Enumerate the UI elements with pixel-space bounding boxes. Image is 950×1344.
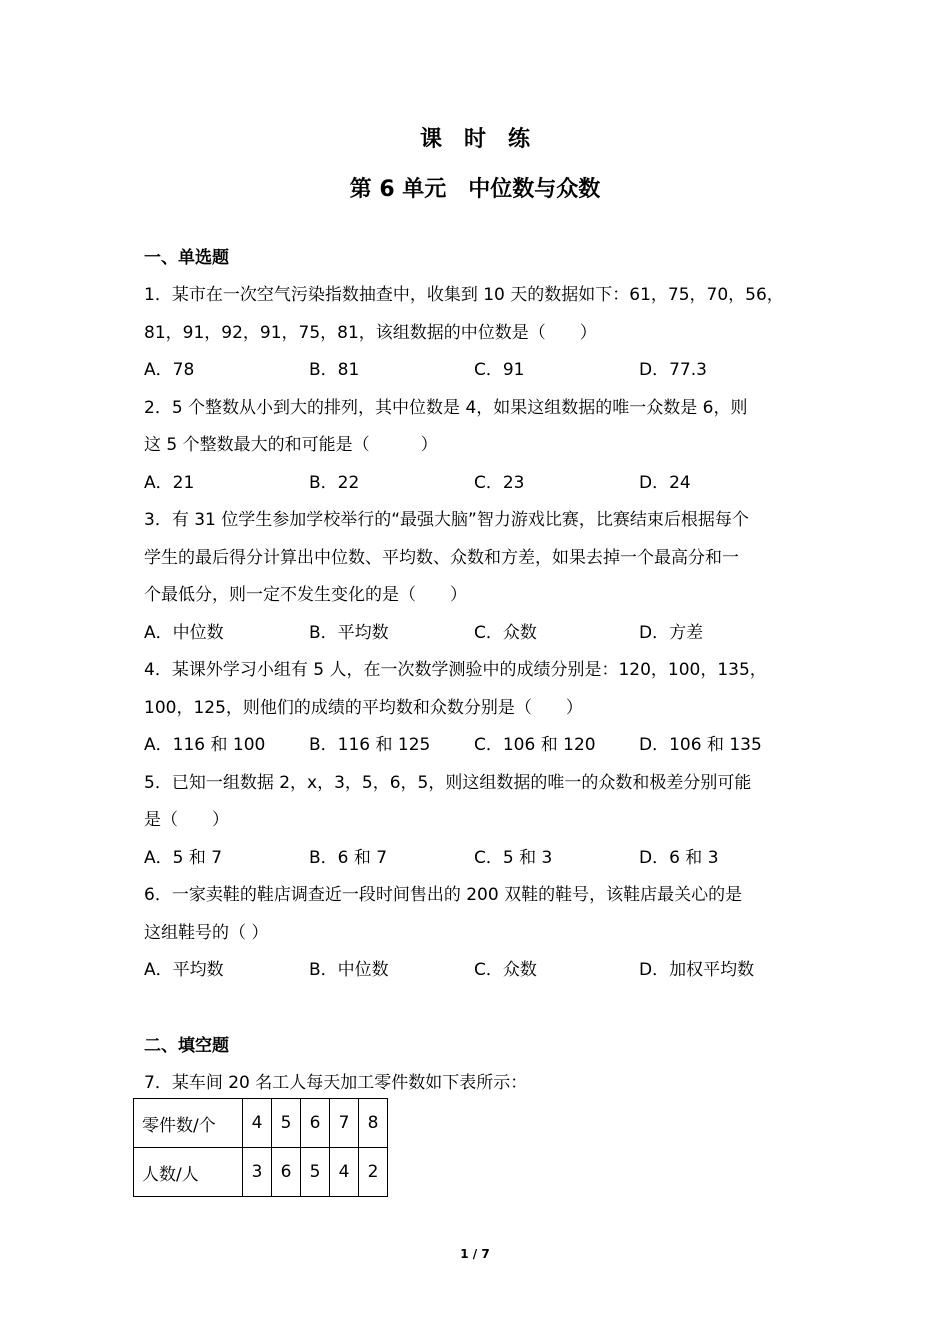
- option-c: C．5 和 3: [474, 847, 553, 868]
- table-cell: 8: [359, 1099, 388, 1148]
- option-a: A．21: [144, 472, 195, 493]
- doc-title: 课 时 练: [419, 127, 530, 152]
- question-4-line-2: 100，125，则他们的成绩的平均数和众数分别是（ ）: [144, 697, 583, 718]
- question-2-options: [144, 465, 814, 503]
- question-3-line-2: 学生的最后得分计算出中位数、平均数、众数和方差，如果去掉一个最高分和一: [144, 547, 739, 568]
- table-row: [134, 1148, 388, 1197]
- option-d: D．77.3: [639, 360, 707, 380]
- question-4-options: [144, 727, 814, 765]
- option-c: C．众数: [474, 960, 537, 980]
- table-row-label: 人数/人: [134, 1148, 243, 1197]
- option-a: A．平均数: [144, 960, 224, 980]
- question-7-line-1: 7．某车间 20 名工人每天加工零件数如下表所示：: [144, 1072, 528, 1093]
- question-6-options: [144, 952, 814, 990]
- question-5-line-2: 是（ ）: [144, 810, 229, 830]
- option-a: A．中位数: [144, 622, 224, 643]
- table-cell: 3: [243, 1148, 272, 1197]
- section-heading-fill-blank: 二、填空题: [144, 1035, 229, 1056]
- parts-table: [133, 1098, 388, 1197]
- option-c: C．众数: [474, 622, 537, 643]
- option-d: D．方差: [639, 622, 704, 643]
- option-a: A．116 和 100: [144, 735, 266, 755]
- option-a: A．5 和 7: [144, 847, 223, 868]
- table-cell: 5: [272, 1099, 301, 1148]
- table-cell: 7: [330, 1099, 359, 1148]
- question-2-line-2: 这 5 个整数最大的和可能是（ ）: [144, 435, 438, 455]
- option-d: D．6 和 3: [639, 847, 719, 868]
- question-5-line-1: 5．已知一组数据 2，x，3，5，6，5，则这组数据的唯一的众数和极差分别可能: [144, 772, 752, 793]
- question-3-line-1: 3．有 31 位学生参加学校举行的“最强大脑”智力游戏比赛，比赛结束后根据每个: [144, 510, 749, 530]
- option-b: B．22: [309, 472, 360, 493]
- question-3-line-3: 个最低分，则一定不发生变化的是（ ）: [144, 585, 467, 605]
- table-row: [134, 1099, 388, 1148]
- section-gap: [144, 990, 814, 1028]
- section-heading-single-choice: 一、单选题: [144, 248, 229, 268]
- question-6-line-1: 6．一家卖鞋的鞋店调查近一段时间售出的 200 双鞋的鞋号，该鞋店最关心的是: [144, 885, 743, 905]
- question-2-line-1: 2．5 个整数从小到大的排列，其中位数是 4，如果这组数据的唯一众数是 6，则: [144, 397, 748, 418]
- table-cell: 4: [330, 1148, 359, 1197]
- question-1-options: [144, 352, 814, 390]
- question-4-line-1: 4．某课外学习小组有 5 人，在一次数学测验中的成绩分别是：120，100，135，: [144, 660, 767, 680]
- table-cell: 6: [272, 1148, 301, 1197]
- table-cell: 2: [359, 1148, 388, 1197]
- option-b: B．6 和 7: [309, 847, 388, 868]
- question-1-line-2: 81，91，92，91，75，81，该组数据的中位数是（ ）: [144, 322, 597, 343]
- question-5-options: [144, 840, 814, 878]
- option-b: B．中位数: [309, 960, 389, 980]
- content: [144, 240, 814, 1102]
- table-row-label: 零件数/个: [134, 1099, 243, 1148]
- option-b: B．平均数: [309, 622, 389, 643]
- option-b: B．116 和 125: [309, 735, 431, 755]
- option-c: C．91: [474, 360, 525, 380]
- table-cell: 5: [301, 1148, 330, 1197]
- option-a: A．78: [144, 360, 195, 380]
- table-cell: 4: [243, 1099, 272, 1148]
- option-d: D．106 和 135: [639, 735, 762, 755]
- question-6-line-2: 这组鞋号的（ ）: [144, 922, 269, 943]
- option-c: C．106 和 120: [474, 735, 596, 755]
- table-cell: 6: [301, 1099, 330, 1148]
- option-c: C．23: [474, 472, 525, 493]
- option-d: D．加权平均数: [639, 960, 755, 980]
- option-d: D．24: [639, 472, 691, 493]
- option-b: B．81: [309, 360, 360, 380]
- doc-subtitle: 第 6 单元 中位数与众数: [349, 177, 601, 202]
- question-1-line-1: 1．某市在一次空气污染指数抽查中，收集到 10 天的数据如下：61，75，70，56，: [144, 285, 784, 305]
- question-3-options: [144, 615, 814, 653]
- page-number: 1 / 7: [460, 1247, 490, 1261]
